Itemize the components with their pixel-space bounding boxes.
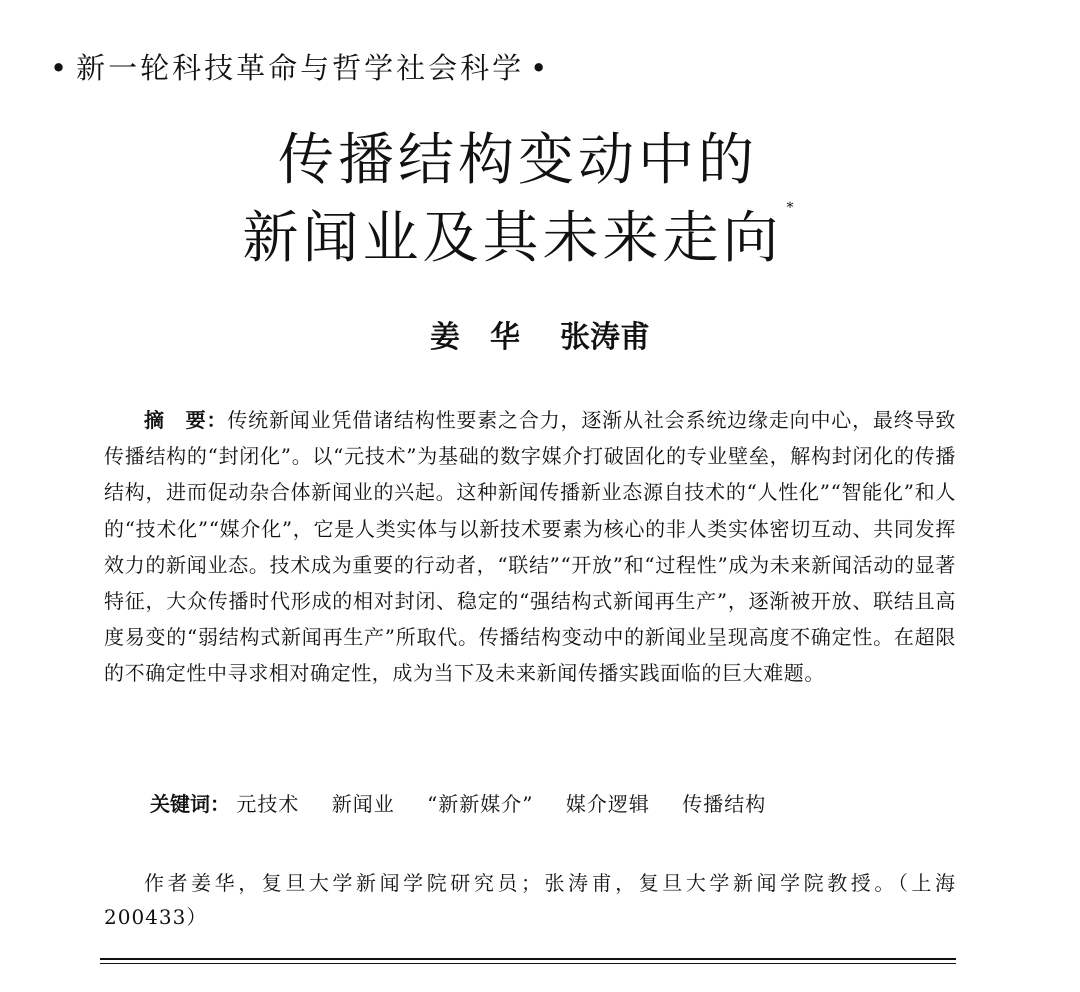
author-line [0,312,1080,356]
abstract-text: 传统新闻业凭借诸结构性要素之合力，逐渐从社会系统边缘走向中心，最终导致传播结构的“封闭化”。以“元技术”为基础的数字媒介打破固化的专业壁垒，解构封闭化的传播结构，进而促动杂合体新闻业的兴起。这种新闻传播新业态源自技术的“人性化”“智能化”和人的“技术化”“媒介化”，它是人类实体与以新技术要素为核心的非人类实体密切互动、共同发挥效力的新闻业态。技术成为重要的行动者，“联结”“开放”和“过程性”成为未来新闻活动的显著特征，大众传播时代形成的相对封闭、稳定的“强结构式新闻再生产”，逐渐被开放、联结且高度易变的“弱结构式新闻再生产”所取代。传播结构变动中的新闻业呈现高度不确定性。在超限的不确定性中寻求相对确定性，成为当下及未来新闻传播实践面临的巨大难题。 [104,408,957,686]
title-footnote-mark: * [786,200,798,216]
title-text-2: 新闻业及其未来走向 [242,206,783,271]
abstract-label: 摘 要： [144,408,228,432]
bullet-left: • [50,51,71,85]
keywords-label: 关键词： [150,792,230,816]
footer-rule-thin [100,963,956,964]
section-title: 新一轮科技革命与哲学社会科学 [76,51,525,85]
keyword-item: 元技术 [236,792,300,816]
title-text-1: 传播结构变动中的 [278,128,758,193]
keyword-item: 传播结构 [682,792,767,816]
article-title-line-2 [0,194,1058,274]
author-1: 姜华 [430,320,550,355]
keyword-item: 新闻业 [331,792,395,816]
bullet-right: • [530,51,551,85]
section-header [44,46,556,87]
keywords [150,788,792,817]
author-affiliation: 作者姜华，复旦大学新闻学院研究员；张涛甫，复旦大学新闻学院教授。（上海 200433） [104,871,956,929]
footer-rule-thick [100,958,956,960]
abstract [104,402,956,692]
keyword-item: “新新媒介” [427,792,534,816]
author-2: 张涛甫 [560,320,650,355]
article-title-line-1 [0,116,1058,196]
keyword-item: 媒介逻辑 [565,792,650,816]
